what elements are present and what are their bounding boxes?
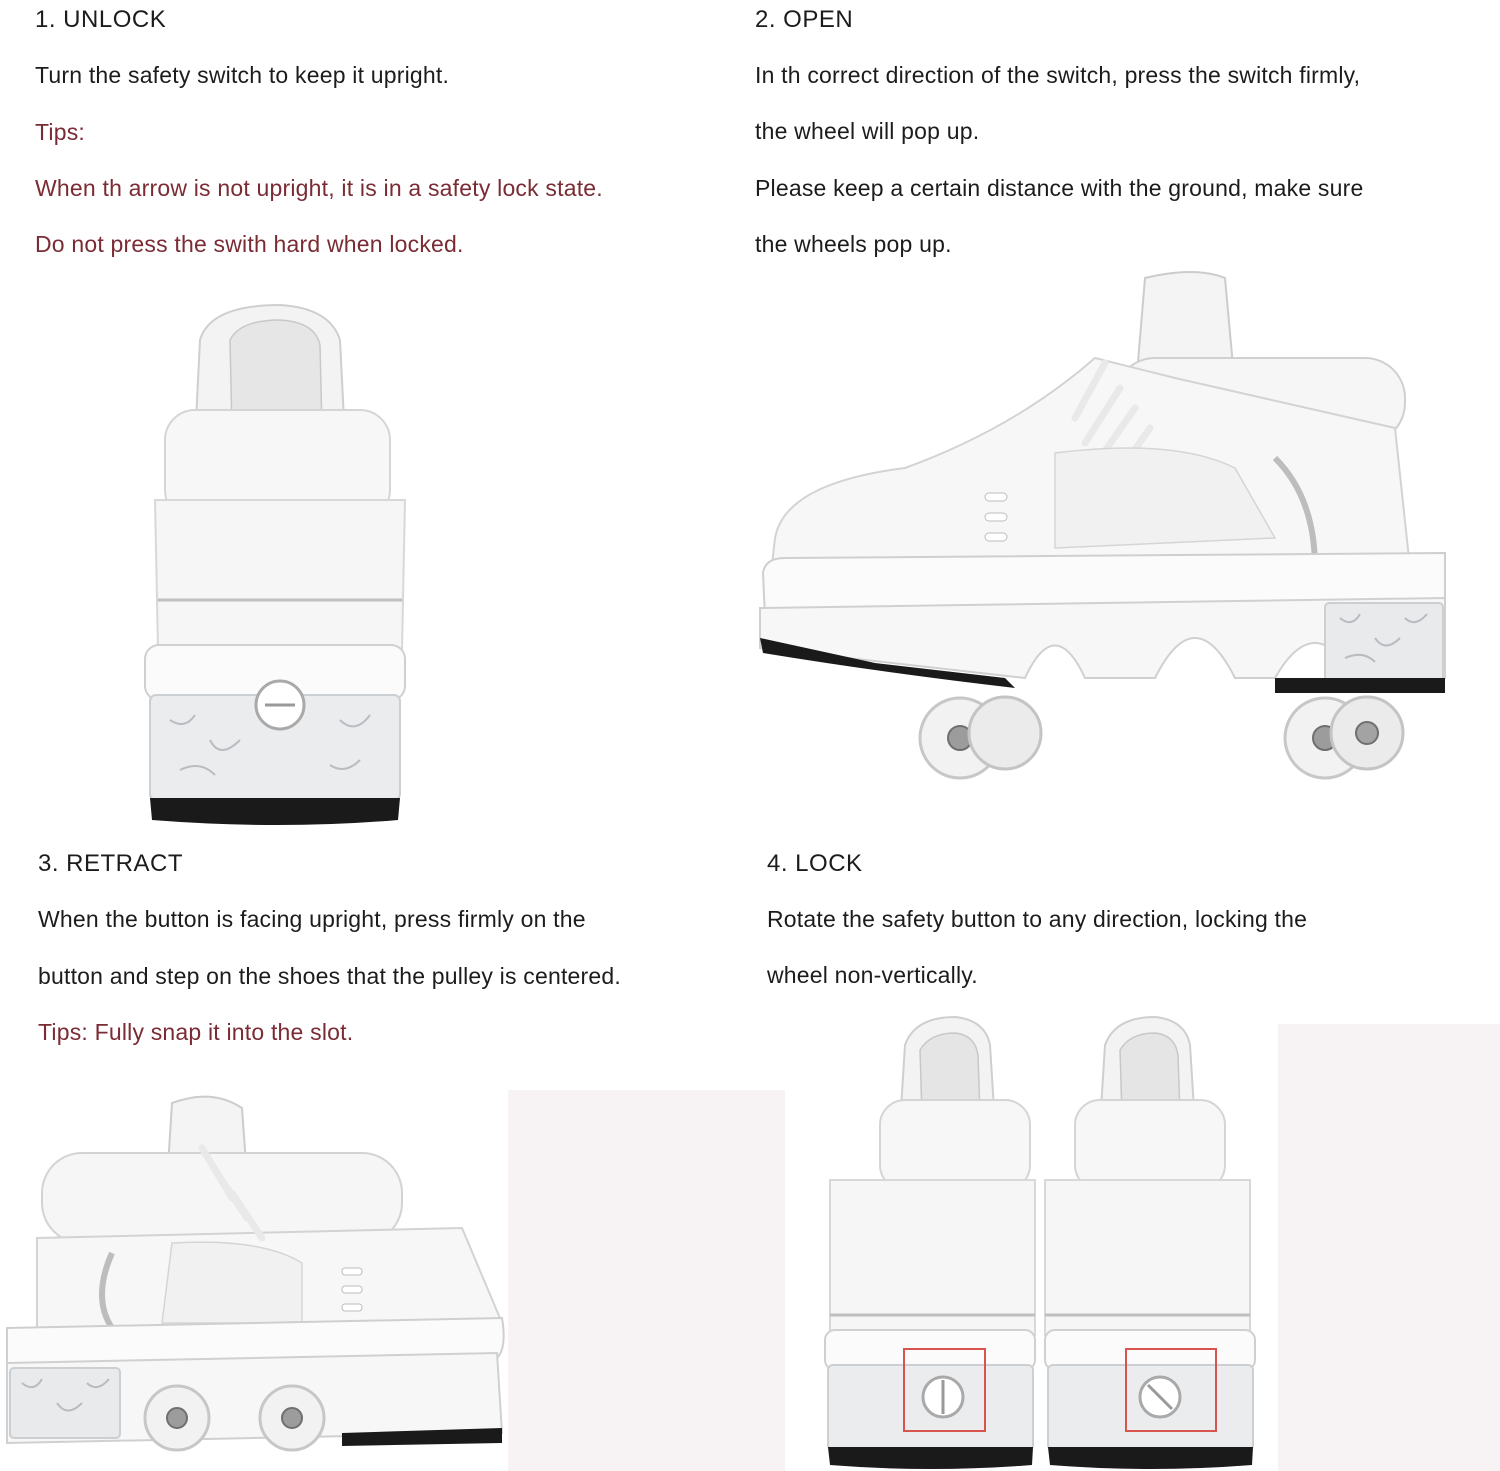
shoe-pair-back-locked-icon xyxy=(820,1015,1260,1470)
shoe-side-wheels-retract-icon xyxy=(2,1088,507,1468)
step3-heading: 3. RETRACT xyxy=(38,850,184,877)
step2-line-2: the wheel will pop up. xyxy=(755,118,980,144)
step2-line-4: the wheels pop up. xyxy=(755,231,952,257)
step1-instruction: Turn the safety switch to keep it upright. xyxy=(35,62,450,88)
step2-heading: 2. OPEN xyxy=(755,6,854,33)
step1-tip-2: Do not press the swith hard when locked. xyxy=(35,231,464,257)
step1-tips-label: Tips: xyxy=(35,119,85,145)
shoe-back-view-icon xyxy=(140,300,420,825)
step3-line-1: When the button is facing upright, press firmly on the xyxy=(38,906,586,932)
step3-line-2: button and step on the shoes that the pulley is centered. xyxy=(38,963,621,989)
step2-line-3: Please keep a certain distance with the ground, make sure xyxy=(755,175,1364,201)
step4-heading: 4. LOCK xyxy=(767,850,863,877)
background-patch-right xyxy=(1278,1024,1500,1471)
step2-line-1: In th correct direction of the switch, press the switch firmly, xyxy=(755,62,1361,88)
step4-line-2: wheel non-vertically. xyxy=(767,962,978,988)
step1-heading: 1. UNLOCK xyxy=(35,6,167,33)
background-patch-left xyxy=(508,1090,785,1471)
step1-tip-1: When th arrow is not upright, it is in a safety lock state. xyxy=(35,175,603,201)
step3-tip: Tips: Fully snap it into the slot. xyxy=(38,1019,354,1045)
shoe-side-wheels-out-icon xyxy=(755,268,1485,808)
step4-line-1: Rotate the safety button to any direction, locking the xyxy=(767,906,1308,932)
